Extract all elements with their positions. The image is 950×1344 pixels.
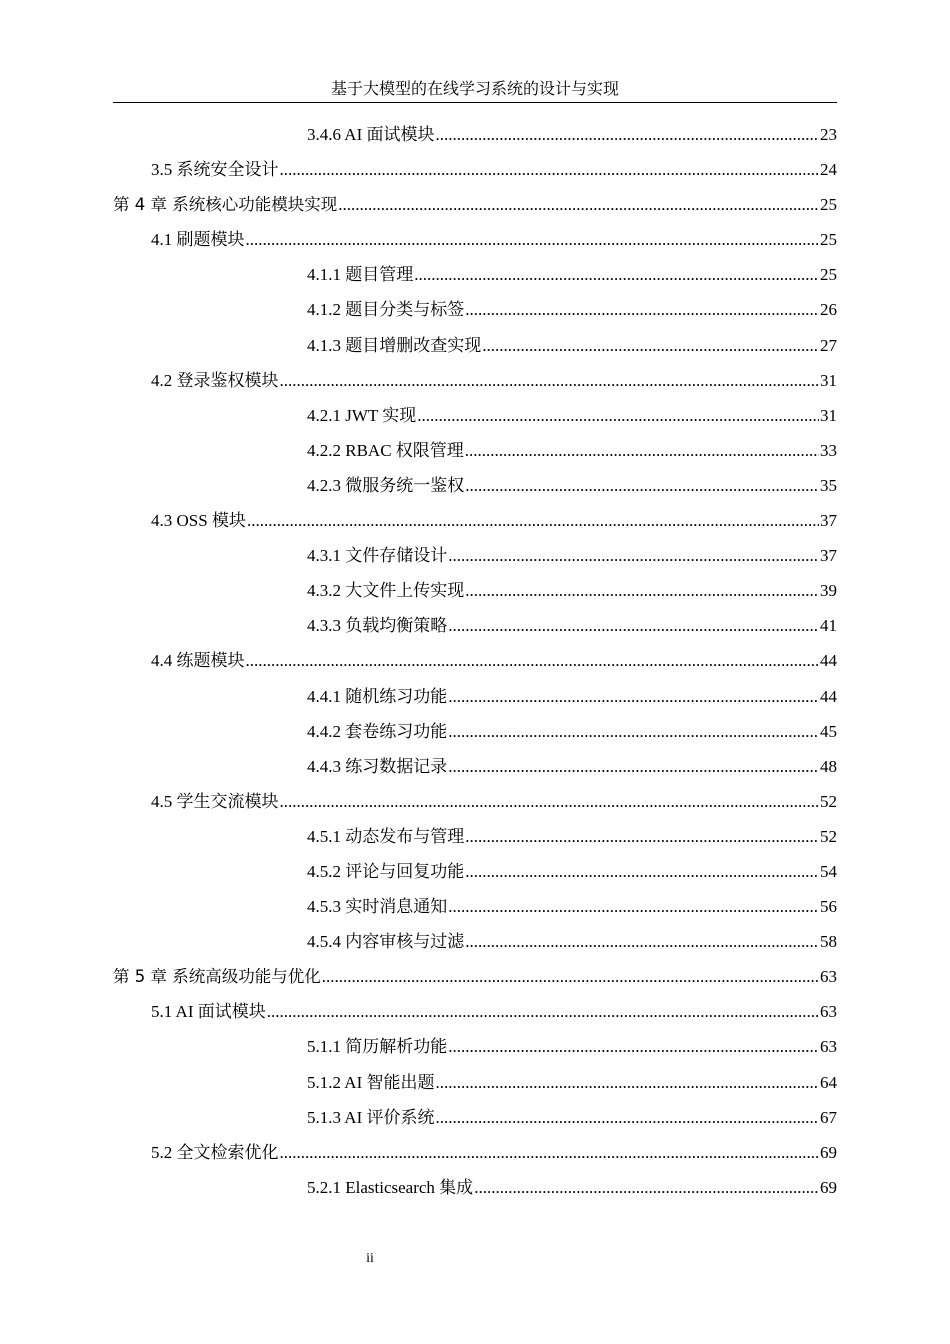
toc-dot-leader [465,819,819,854]
toc-dot-leader [246,643,820,678]
toc-dot-leader [436,117,820,152]
toc-dot-leader [474,1170,819,1205]
toc-entry[interactable] [113,714,837,749]
toc-dot-leader [448,749,819,784]
toc-entry-title: 4.1.3 题目增删改查实现 [307,335,482,355]
toc-entry-title: 4.2.1 JWT 实现 [307,405,417,425]
toc-dot-leader [448,1029,819,1064]
toc-entry-title: 4.5.4 内容审核与过滤 [307,932,465,952]
toc-entry-page: 52 [820,791,837,811]
toc-dot-leader [280,363,820,398]
toc-entry[interactable] [113,959,837,994]
toc-dot-leader [448,608,819,643]
toc-entry-title: 4.2 登录鉴权模块 [151,370,279,390]
toc-entry-page: 31 [820,370,837,390]
toc-entry[interactable] [113,538,837,573]
toc-entry-title: 4.3.1 文件存储设计 [307,546,448,566]
toc-dot-leader [246,222,820,257]
toc-entry-title: 4.4.3 练习数据记录 [307,756,448,776]
toc-entry[interactable] [113,1135,837,1170]
toc-entry-title: 4.1 刷题模块 [151,230,245,250]
toc-entry[interactable] [113,784,837,819]
toc-entry[interactable] [113,468,837,503]
toc-entry[interactable] [113,854,837,889]
toc-entry-page: 37 [820,546,837,566]
toc-entry-title: 4.2.3 微服务统一鉴权 [307,475,465,495]
toc-entry-title: 第 4 章 系统核心功能模块实现 [113,195,338,215]
toc-entry-page: 67 [820,1107,837,1127]
toc-entry[interactable] [113,889,837,924]
toc-entry-page: 64 [820,1072,837,1092]
toc-entry-page: 45 [820,721,837,741]
toc-entry[interactable] [113,503,837,538]
toc-entry-title: 3.5 系统安全设计 [151,160,279,180]
toc-entry[interactable] [113,117,837,152]
toc-entry-page: 24 [820,160,837,180]
toc-entry-page: 69 [820,1142,837,1162]
toc-entry-title: 4.4.1 随机练习功能 [307,686,448,706]
toc-dot-leader [465,854,819,889]
toc-dot-leader [322,959,819,994]
toc-entry-page: 63 [820,1037,837,1057]
toc-entry[interactable] [113,1100,837,1135]
toc-entry-title: 4.3.3 负载均衡策略 [307,616,448,636]
toc-dot-leader [280,1135,820,1170]
toc-entry[interactable] [113,679,837,714]
toc-dot-leader [465,292,819,327]
toc-entry[interactable] [113,643,837,678]
toc-entry-page: 25 [820,195,837,215]
toc-dot-leader [338,187,819,222]
toc-entry-title: 4.3.2 大文件上传实现 [307,581,465,601]
toc-entry-title: 4.1.2 题目分类与标签 [307,300,465,320]
toc-entry-title: 5.1.1 简历解析功能 [307,1037,448,1057]
toc-entry-title: 5.1.2 AI 智能出题 [307,1072,435,1092]
toc-entry-page: 37 [820,511,837,531]
toc-dot-leader [482,328,819,363]
toc-dot-leader [465,468,819,503]
toc-dot-leader [436,1065,820,1100]
toc-entry-title: 4.2.2 RBAC 权限管理 [307,440,464,460]
toc-entry-title: 5.1.3 AI 评价系统 [307,1107,435,1127]
toc-entry[interactable] [113,152,837,187]
toc-entry-page: 33 [820,440,837,460]
toc-entry-title: 4.5.2 评论与回复功能 [307,861,465,881]
toc-entry[interactable] [113,1065,837,1100]
header-rule [113,102,837,103]
toc-entry[interactable] [113,1029,837,1064]
toc-entry[interactable] [113,1170,837,1205]
toc-entry-title: 4.5 学生交流模块 [151,791,279,811]
page-number: ii [366,1251,374,1266]
toc-entry[interactable] [113,292,837,327]
toc-dot-leader [448,538,819,573]
toc-entry-page: 41 [820,616,837,636]
toc-entry-page: 48 [820,756,837,776]
toc-dot-leader [465,924,819,959]
running-header: 基于大模型的在线学习系统的设计与实现 [330,81,619,98]
toc-entry[interactable] [113,187,837,222]
toc-dot-leader [267,994,819,1029]
toc-entry[interactable] [113,819,837,854]
toc-entry-title: 3.4.6 AI 面试模块 [307,125,435,144]
toc-entry-title: 5.1 AI 面试模块 [151,1002,266,1022]
toc-dot-leader [436,1100,820,1135]
toc-entry[interactable] [113,433,837,468]
toc-dot-leader [448,679,819,714]
toc-entry[interactable] [113,363,837,398]
toc-dot-leader [247,503,819,538]
toc-dot-leader [465,573,819,608]
toc-entry-page: 69 [820,1177,837,1197]
toc-entry-page: 52 [820,826,837,846]
toc-entry-title: 5.2 全文检索优化 [151,1142,279,1162]
toc-entry-page: 26 [820,300,837,320]
toc-entry-title: 4.1.1 题目管理 [307,265,414,285]
toc-entry-title: 4.5.3 实时消息通知 [307,897,448,917]
toc-entry-page: 39 [820,581,837,601]
toc-entry-page: 44 [820,686,837,706]
toc-entry[interactable] [113,994,837,1029]
toc-dot-leader [448,714,819,749]
toc-entry-page: 25 [820,230,837,250]
toc-entry[interactable] [113,573,837,608]
toc-dot-leader [280,784,820,819]
toc-dot-leader [280,152,820,187]
toc-entry-page: 63 [820,967,837,987]
toc-dot-leader [448,889,819,924]
toc-entry-page: 63 [820,1002,837,1022]
toc-entry-page: 35 [820,475,837,495]
toc-dot-leader [417,398,819,433]
toc-entry-page: 27 [820,335,837,355]
toc-entry-title: 第 5 章 系统高级功能与优化 [113,967,321,987]
toc-entry-page: 31 [820,405,837,425]
toc-entry[interactable] [113,749,837,784]
toc-entry-page: 25 [820,265,837,285]
toc-entry-title: 4.3 OSS 模块 [151,511,246,531]
toc-entry-title: 4.4 练题模块 [151,651,245,671]
toc-entry-title: 4.4.2 套卷练习功能 [307,721,448,741]
toc-entry-page: 54 [820,861,837,881]
toc-entry-page: 58 [820,932,837,952]
toc-entry-title: 4.5.1 动态发布与管理 [307,826,465,846]
toc-entry[interactable] [113,222,837,257]
toc-entry-title: 5.2.1 Elasticsearch 集成 [307,1177,474,1197]
toc-entry-page: 23 [820,125,837,144]
toc-dot-leader [465,433,819,468]
table-of-contents [113,117,837,1205]
toc-entry-page: 44 [820,651,837,671]
toc-dot-leader [414,257,819,292]
toc-entry-page: 56 [820,897,837,917]
toc-entry[interactable] [113,328,837,363]
toc-entry[interactable] [113,257,837,292]
toc-entry[interactable] [113,608,837,643]
toc-entry[interactable] [113,398,837,433]
toc-entry[interactable] [113,924,837,959]
